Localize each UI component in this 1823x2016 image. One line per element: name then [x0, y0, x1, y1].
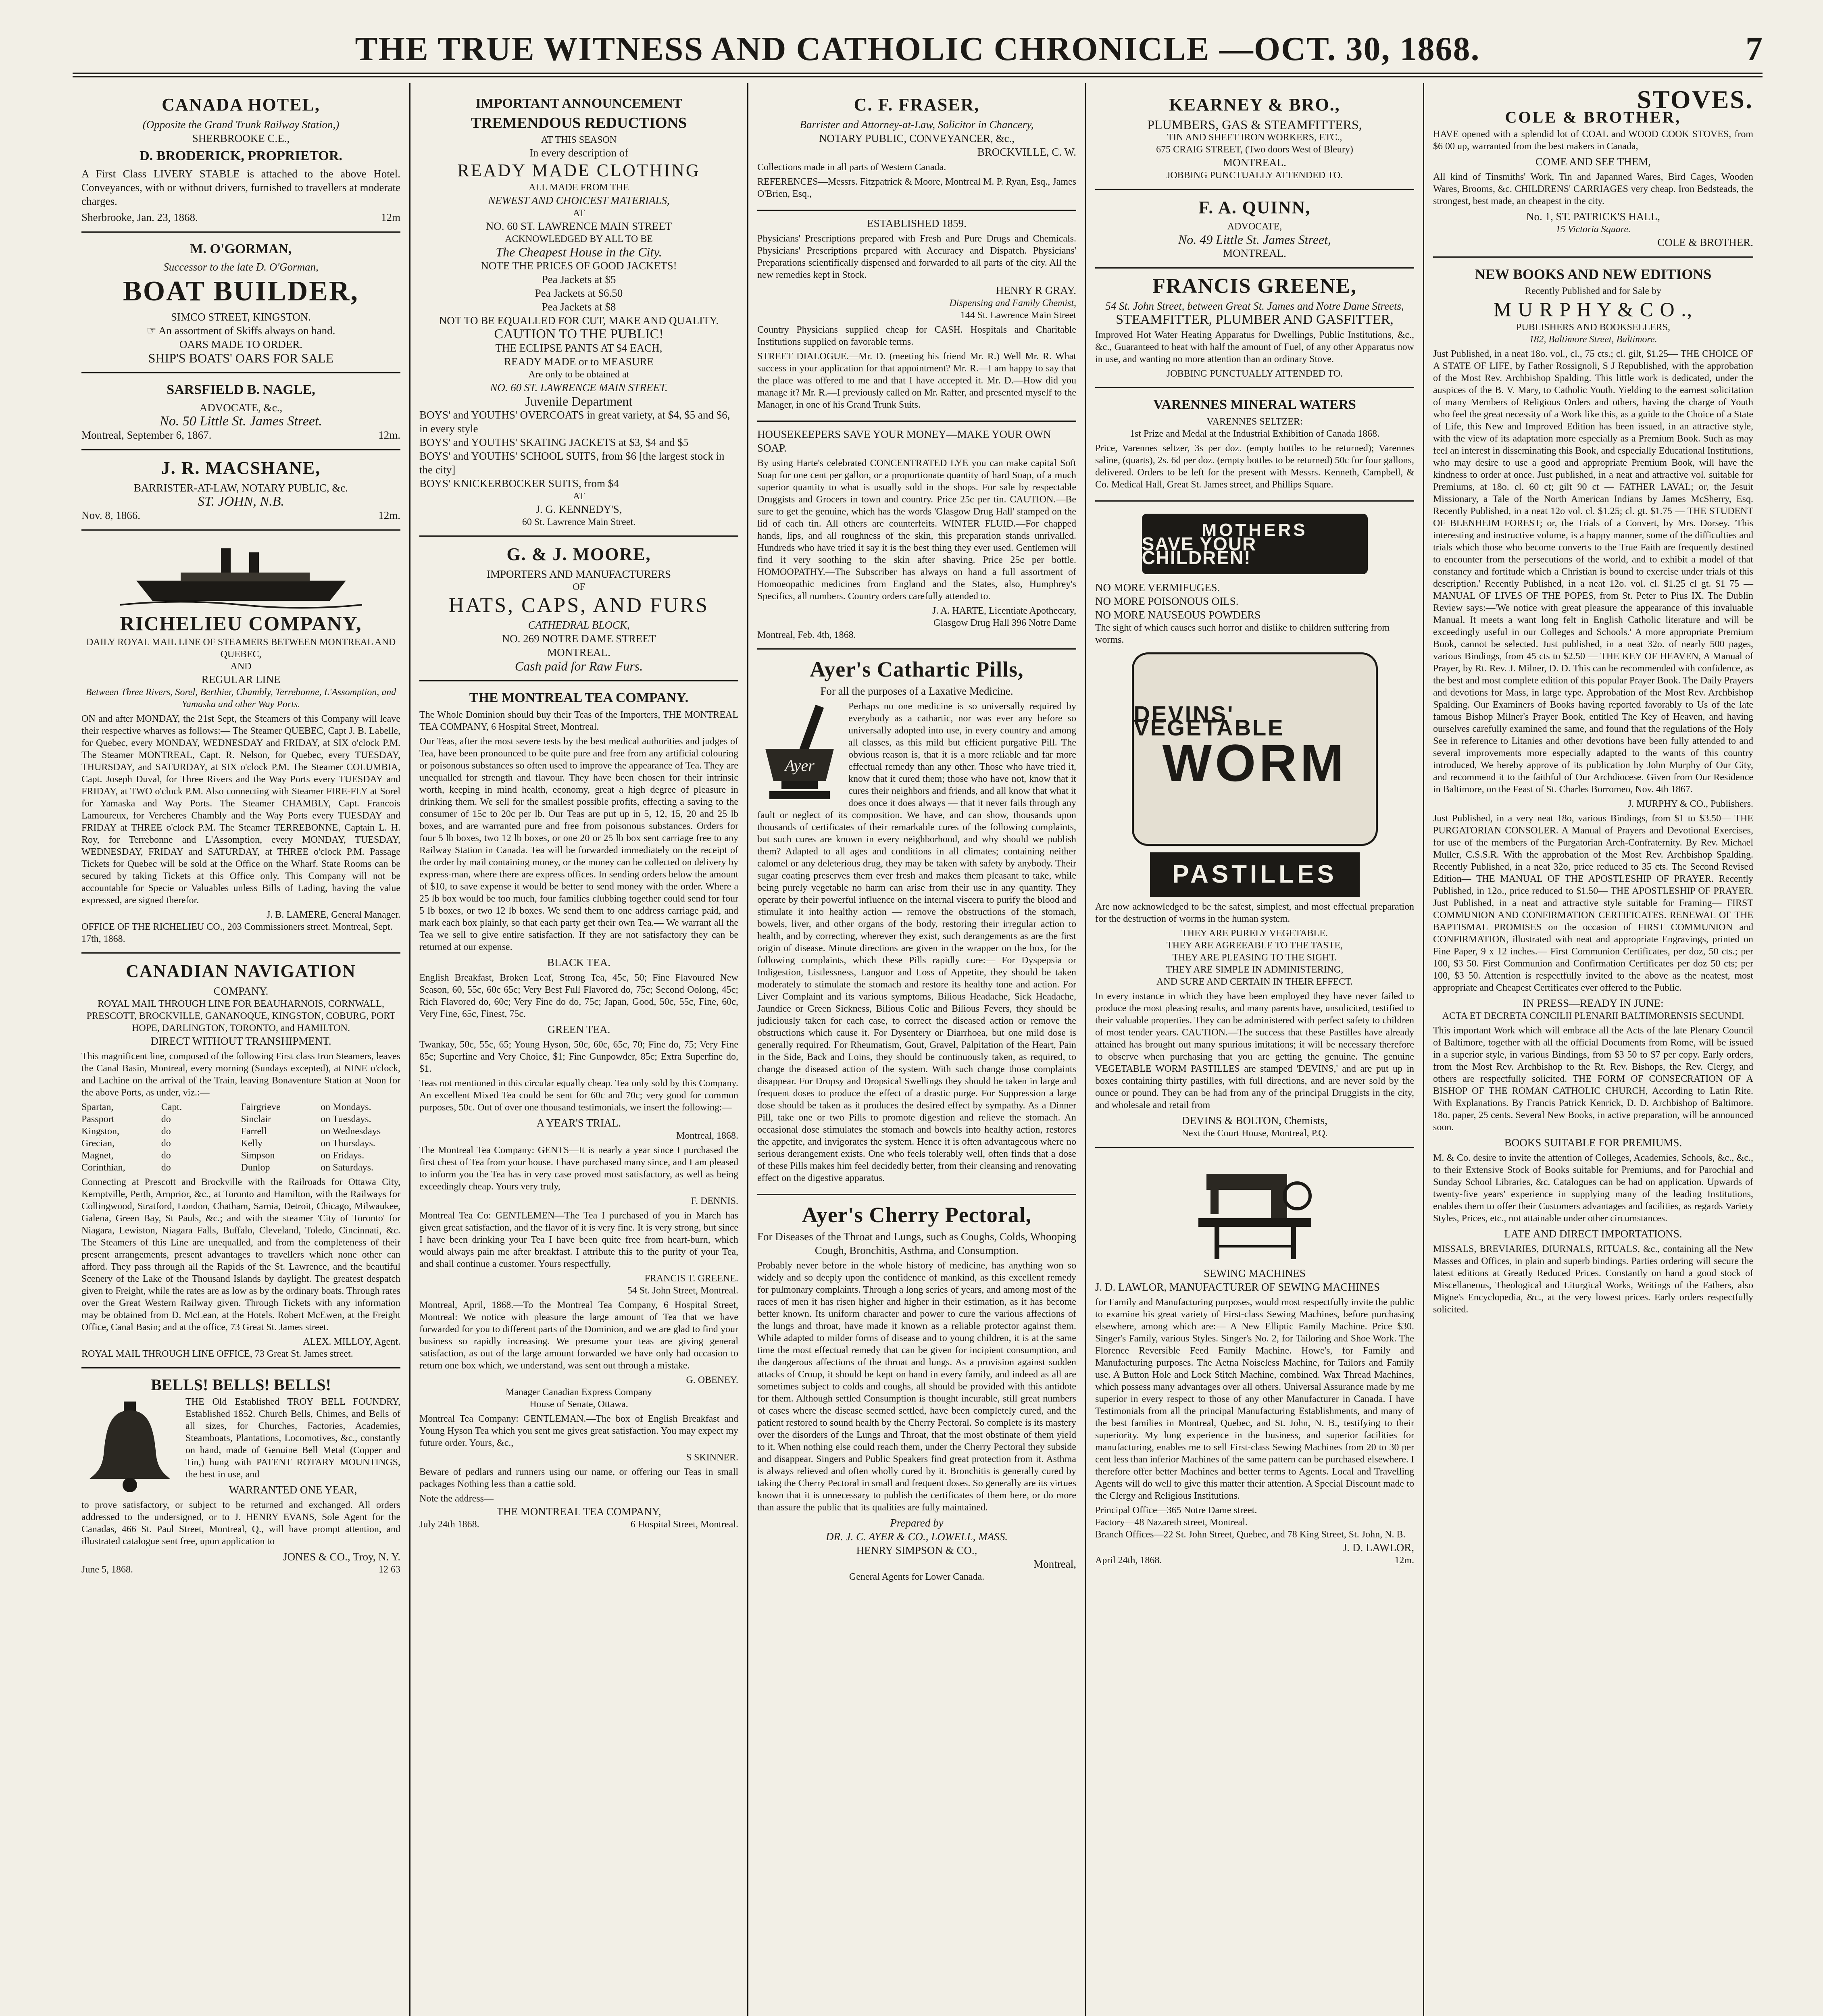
nagle-ad: SARSFIELD B. NAGLE, ADVOCATE, &c., No. 50 Little St. James Street. Montreal, September 6, 1867. 12m.: [81, 373, 400, 450]
greene-ad: FRANCIS GREENE, 54 St. John Street, between Great St. James and Notre Dame Streets, STEAMFITTER, PLUMBER AND GASFITTER, Improved Hot Water Heating Apparatus for Dwellings, Public Institutions, &c., &c., Guaranteed to heat with half the amount of Fuel, of any other Apparatus now in use, and wanting no more attention than an ordinary Stove. JOBBING PUNCTUALLY ATTENDED TO.: [1095, 269, 1414, 388]
canada-hotel-ad: CANADA HOTEL, (Opposite the Grand Trunk Railway Station,) SHERBROOKE C.E., D. BRODERICK, PROPRIETOR. A First Class LIVERY STABLE is attached to the above Hotel. Conveyances, with or without drivers, furnished to travellers at moderate charges. Sherbrooke, Jan. 23, 1868. 12m: [81, 87, 400, 233]
kearney-ad: KEARNEY & BRO., PLUMBERS, GAS & STEAMFITTERS, TIN AND SHEET IRON WORKERS, ETC., 675 CRAIG STREET, (Two doors West of Bleury) MONTREAL. JOBBING PUNCTUALLY ATTENDED TO.: [1095, 87, 1414, 190]
mortar-and-pestle-icon: [757, 700, 842, 805]
schedule-row: Corinthian, do Dunlop on Saturdays.: [81, 1162, 373, 1173]
murphy-books-ad: NEW BOOKS AND NEW EDITIONS Recently Published and for Sale by M U R P H Y & C O ., PUBLISHERS AND BOOKSELLERS, 182, Baltimore Street, Baltimore. Just Published, in a neat 18o. vol., cl., 75 cts.; cl. gilt, $1.25— THE CHOICE OF A STATE OF LIFE, by Father Rossignoli, S J Republished, with the approbation of the Most Rev. Archbishop Spalding. This little work is dedicated, under the auspices of the B. V. Mary, to Catholic Youth. Yielding to the earnest solicitation of many Members of Religious Orders and others, having the charge of Youth who feel the great necessity of a Work like this, as a guide to the Choice of a State of Life, this New and Improved Edition has been issued, in an attractive style, with the view of its adaptation more especially as a Premium Book. Such as may feel an interest in disseminating this Book, and especially Educational Institutions, who may desire to use a good and appropriate Premium Book, will have the kindness to order at once. Just published, in a neat and attractive vol. suitable for Premiums, at 18o. cl. 60 ct; gilt 90 ct — FATHER LAVAL; or, the Jesuit Missionary, a Tale of the North American Indians by James McSherry, Esq. Recently Published, in a neat 12o vol. cl. $1.25; cl. gt. $1.75 — THE STUDENT OF BLENHEIM FOREST; or, the Trials of a Convert, by Mrs. Dorsey. 'This interesting and instructive volume, is a happy manner, some of the difficulties and trials which those who become converts to the True Faith are frequently destined to encounter from the persecutions of the world, and to exhibit a model of that constancy and fortitude which a Christian is bound to exercise under trials of this description.' Recently Published, in a neat 12o. vol. cl. $1.25 cl gt. $1 75 — MANUAL OF LIVES OF THE POPES, from St. Peter to Pius IX. The Dublin Review says:—'We notice with great pleasure the appearance of this invaluable Manual. It meets a want long felt in English Catholic literature and will be exceedingly useful in our Colleges and Schools.' A more appropriate Premium Book, cannot be selected. Just published, in a neat 32o. of nearly 500 pages, various Bindings, from 45 cts to $2.50 — THE KEY OF HEAVEN, A Manual of Prayer, by Rt. Rev. J. Milner, D. D. This can be recommended with confidence, as the best and most complete edition of this popular Prayer Book. The Daily Prayers and devotions for Mass, in large type. Approbation of the Most Rev. Archbishop Spalding. Our Examiners of Books having reported favorably to Us of the late famous Bishop Milner's Prayer Book, entitled The Key of Heaven, and having ourselves carefully examined the same, and found that the regulations of the Holy See in reference to Litanies and other devotions have been fully attended to and several improvements more especially adapted to the wants of this country introduced, We hereby approve of its publication by John Murphy of Our City, and recommend it to the faithful of Our Archdiocese. Given from Our Residence in Baltimore, on the Feast of St. Charles Borromeo, Nov. 4th 1867. J. MURPHY & CO., Publishers. Just Published, in a very neat 18o, various Bindings, from $1 to $3.50— THE PURGATORIAN CONSOLER. A Manual of Prayers and Devotional Exercises, for use of the members of the Purgatorian Arch-Confraternity. By Rev. Michael Muller, C.S.S.R. With the approbation of the Most Rev. Archbishop Spalding. Recently Published, in a neat 32o, price reduced to 35 cts. The Second Revised Edition— THE MANUAL OF THE APOSTLESHIP OF PRAYER. Recently Published, in 12o., price reduced to $1.50— THE APOSTLESHIP OF PRAYER. Just Published, in a neat and attractive style suitable for Framing— FIRST COMMUNION AND CONFIRMATION CERTIFICATES. RENEWAL OF THE BAPTISMAL PROMISES on the occasion of FIRST COMMUNION and CONFIRMATION, illustrated with neat and appropriate Engravings, printed on Fine Paper, 9 x 12 inches.— First Communion Certificates, per doz, 50 cts.; per 100, $3 50. First Communion and Confirmation Certificates per doz 50 cts; per 100, $3 50. Attention is respectfully invited to the above as the neatest, most appropriate and Cheapest Certificates ever offered to the Public. IN PRESS—READY IN JUNE: ACTA ET DECRETA CONCILII PLENARII BALTIMORENSIS SECUNDI. This important Work which will embrace all the Acts of the late Plenary Council of Baltimore, together with all the official Documents from Rome, will be issued in a superior style, in various Bindings, from $3 50 to $7 per copy. Early orders, from the Most Rev. Archbishop to the Rt. Rev. Bishops, the Rev. Clergy, and others are respectfully solicited. THE FORM OF CONSECRATION OF A BISHOP OF THE ROMAN CATHOLIC CHURCH, According to Latin Rite. With Explanations. By Francis Patrick Kenrick, D. D. Archbishop of Baltimore. 18o. paper, 25 cents. Several New Books, in active preparation, will be announced soon. BOOKS SUITABLE FOR PREMIUMS. M. & Co. desire to invite the attention of Colleges, Academies, Schools, &c., &c., to their Extensive Stock of Books suitable for Premiums, and for Parochial and Sunday School Libraries, &c. Catalogues can be had on application. Upwards of twenty-five years' experience in supplying many of the leading Institutions, enables them to offer their Customers advantages and facilities, as regards Variety Styles, Prices, etc., not attainable under other circumstances. LATE AND DIRECT IMPORTATIONS. MISSALS, BREVIARIES, DIURNALS, RITUALS, &c., containing all the New Masses and Offices, in plain and superb bindings. Parties ordering will secure the latest editions at Greatly Reduced Prices. Constantly on hand a good stock of Miscellaneous, Theological and Liturgical Works, Writings of the Fathers, also Migne's Encyclopedia, &c., at the very lowest prices. Early orders respectfully solicited.: [1433, 266, 1753, 1315]
schedule-row: Passport do Sinclair on Tuesdays.: [81, 1114, 371, 1125]
macshane-ad: J. R. MACSHANE, BARRISTER-AT-LAW, NOTARY PUBLIC, &c. ST. JOHN, N.B. Nov. 8, 1866. 12m.: [81, 450, 400, 531]
steamer-schedule: [81, 1101, 400, 1174]
ad-title: FRANCIS GREENE,: [1152, 275, 1357, 298]
worm-logo: DEVINS' VEGETABLE WORM: [1132, 652, 1378, 846]
pastilles-banner: PASTILLES: [1150, 852, 1360, 897]
masthead: [73, 16, 1763, 77]
varennes-ad: VARENNES MINERAL WATERS VARENNES SELTZER: 1st Prize and Medal at the Industrial Exhibition of Canada 1868. Price, Varennes seltzer, 3s per doz. (empty bottles to be returned); Varennes saline, (quarts), 2s. 6d per doz. (empty bottles to be returned) 50c for four gallons, delivered. Orders to be left for the present with Messrs. Kenneth, Campbell, & Co. Medical Hall, Great St. James street, and Phillips Square.: [1095, 388, 1414, 502]
quinn-ad: F. A. QUINN, ADVOCATE, No. 49 Little St. James Street, MONTREAL.: [1095, 190, 1414, 269]
ad-title: THE MONTREAL TEA COMPANY.: [469, 690, 689, 705]
column-5: [1424, 83, 1762, 2016]
sewing-machine-icon: [1190, 1158, 1319, 1262]
mothers-banner: MOTHERS SAVE YOUR CHILDREN!: [1142, 514, 1368, 574]
ad-title: KEARNEY & BRO.,: [1169, 95, 1340, 115]
column-1: [73, 83, 410, 2016]
ayer-pills-ad: Ayer's Cathartic Pills, For all the purposes of a Laxative Medicine. Ayer Perhaps no one medicine is so universally required by everybody as a cathartic, nor was ever any before so universally adopted into use, in every country and among all classes, as this mild but efficient purgative Pill. The obvious reason is, that it is a more reliable and far more effectual remedy than any other. Those who have tried it, know that it cured them; those who have not, know that it cures their neighbors and friends, and all know that what it does once it does always — that it never fails through any fault or neglect of its composition. We have, and can show, thousands upon thousands of certificates of their remarkable cures of the following complaints, but such cures are known in every neighborhood, and why should we publish them? Adapted to all ages and conditions in all climates; containing neither calomel or any deleterious drug, they may be taken with safety by anybody. Their sugar coating preserves them ever fresh and makes them pleasant to take, while being purely vegetable no harm can arise from their use in any quantity. They operate by their powerful influence on the internal viscera to purify the blood and stimulate it into healthy action — remove the obstructions of the stomach, bowels, liver, and other organs of the body, restoring their irregular action to health, and by correcting, wherever they exist, such derangements as are the first origin of disease. Minute directions are given in the wrapper on the box, for the following complaints, which these Pills rapidly cure:— For Dyspepsia or Indigestion, Listlessness, Languor and Loss of Appetite, they should be taken moderately to stimulate the stomach and restore its healthy tone and action. For Liver Complaint and its various symptoms, Bilious Headache, Sick Headache, Jaundice or Green Sickness, Bilious Colic and Bilious Fevers, they should be judiciously taken for each case, to correct the diseased action or remove the obstructions which cause it. For Dysentery or Diarrhoea, but one mild dose is generally required. For Rheumatism, Gout, Gravel, Palpitation of the Heart, Pain in the Side, Back and Loins, they should be continuously taken, as required, to change the diseased action of the system. With such change those complaints disappear. For Dropsy and Dropsical Swellings they should be taken in large and frequent doses to produce the effect of a drastic purge. For Suppression a large dose should be taken as it produces the desired effect by sympathy. As a Dinner Pill, take one or two Pills to promote digestion and relieve the stomach. An occasional dose stimulates the stomach and bowels into healthy action, restores the appetite, and invigorates the system. Hence it is often advantageous where no serious derangement exists. One who feels tolerably well, often finds that a dose of these Pills makes him feel decidedly better, from their cleansing and renovating effect on the digestive apparatus.: [757, 650, 1076, 1195]
ad-title: SEWING MACHINES: [1204, 1267, 1306, 1279]
ayer-pectoral-ad: Ayer's Cherry Pectoral, For Diseases of the Throat and Lungs, such as Coughs, Colds, Whooping Cough, Bronchitis, Asthma, and Consumption. Probably never before in the whole history of medicine, has anything won so widely and so deeply upon the confidence of mankind, as this excellent remedy for pulmonary complaints. Through a long series of years, and among most of the races of men it has risen higher and higher in their estimation, as it has become better known. Its uniform character and power to cure the various affections of the lungs and throat, have made it known as a reliable protector against them. While adapted to milder forms of disease and to young children, it is at the same time the most effectual remedy that can be given for incipient consumption, and the dangerous affections of the throat and lungs. As a provision against sudden attacks of Croup, it should be kept on hand in every family, and indeed as all are sometimes subject to colds and coughs, all should be provided with this antidote for them. Although settled Consumption is thought incurable, still great numbers of cases where the disease seemed settled, have been completely cured, and the patient restored to sound health by the Cherry Pectoral. So complete is its mastery over the disorders of the Lungs and Throat, that the most obstinate of them yield to it. When nothing else could reach them, under the Cherry Pectoral they subside and disappear. Singers and Public Speakers find great protection from it. Asthma is always relieved and often wholly cured by it. Bronchitis is generally cured by taking the Cherry Pectoral in small and frequent doses. So generally are its virtues known that it is unnecessary to publish the certificates of them here, or do more than assure the public that its qualities are fully maintained. Prepared by DR. J. C. AYER & CO., LOWELL, MASS. HENRY SIMPSON & CO., Montreal, General Agents for Lower Canada.: [757, 1203, 1076, 1582]
schedule-row: Magnet, do Simpson on Fridays.: [81, 1150, 365, 1161]
canadian-navigation-ad: CANADIAN NAVIGATION COMPANY. ROYAL MAIL THROUGH LINE FOR BEAUHARNOIS, CORNWALL, PRESCOTT, BROCKVILLE, GANANOQUE, KINGSTON, COBURG, PORT HOPE, DARLINGTON, TORONTO, and HAMILTON. DIRECT WITHOUT TRANSHIPMENT. This magnificent line, composed of the following First class Iron Steamers, leaves the Canal Basin, Montreal, every morning (Sundays excepted), at NINE o'clock, and Lachine on the arrival of the Train, leaving Bonaventure Station at Noon for the above Ports, as under, viz.:— Spartan, Capt. Fairgrieve on Mondays. Passport do Sinclair on Tuesdays. Kingston, do Farrell on Wednesdays Grecian, do Kelly on Thursdays. Magnet, do Simpson on Fridays. Corinthian, do Dunlop on Saturdays. Connecting at Prescott and Brockville with the Railroads for Ottawa City, Kemptville, Perth, Arnprior, &c., at Toronto and Hamilton, with the Railways for Collingwood, Stratford, London, Chatham, Sarnia, Detroit, Chicago, Milwaukee, Galena, Green Bay, St Pauls, &c.; and with the steamer 'City of Toronto' for Niagara, Lewiston, Niagara Falls, Buffalo, Cleveland, Toledo, Cincinnati, &c. The Steamers of this Line are unequalled, and from the completeness of their present arrangements, present advantages to travellers which none other can afford. They pass through all the Rapids of the St. Lawrence, and the beautiful Scenery of the Lake of the Thousand Islands by daylight. The greatest despatch given to Freight, while the rates are as low as by the ordinary boats. Through rates over the Great Western Railway given. Through Tickets with any information may be obtained from D. McLean, at the Hotels. Robert McEwen, at the Freight Office, Canal Basin; and at the office, 73 Great St. James street. ALEX. MILLOY, Agent. ROYAL MAIL THROUGH LINE OFFICE, 73 Great St. James street.: [81, 954, 400, 1368]
masthead-date: —OCT. 30, 1868.: [1219, 30, 1480, 68]
ad-title: NEW BOOKS AND NEW EDITIONS: [1475, 266, 1712, 282]
schedule-row: Spartan, Capt. Fairgrieve on Mondays.: [81, 1102, 371, 1112]
fraser-ad: C. F. FRASER, Barrister and Attorney-at-Law, Solicitor in Chancery, NOTARY PUBLIC, CONVEYANCER, &c., BROCKVILLE, C. W. Collections made in all parts of Western Canada. REFERENCES—Messrs. Fitzpatrick & Moore, Montreal M. P. Ryan, Esq., James O'Brien, Esq.,: [757, 87, 1076, 211]
column-3: [748, 83, 1086, 2016]
gray-chemist-ad: ESTABLISHED 1859. Physicians' Prescriptions prepared with Fresh and Pure Drugs and Chemicals. Physicians' Prescriptions prepared with Accuracy and Dispatch. Physicians' Preparations scientifically dispensed and forwarded to all parts of the city. All the new remedies kept in Stock. HENRY R GRAY. Dispensing and Family Chemist, 144 St. Lawrence Main Street Country Physicians supplied cheap for CASH. Hospitals and Charitable Institutions supplied on favorable terms. STREET DIALOGUE.—Mr. D. (meeting his friend Mr. R.) Well Mr. R. What success in your application for that appointment? Mr. R.—I am happy to say that the place was offered to me and that I have accepted it. Mr. D.—How did you manage it? Mr. R.—I previously called on Mr. Rafter, and presented myself to the Manager, in one of his Grand Trunk Suits.: [757, 211, 1076, 422]
clothing-ad: IMPORTANT ANNOUNCEMENT TREMENDOUS REDUCTIONS AT THIS SEASON In every description of READY MADE CLOTHING ALL MADE FROM THE NEWEST AND CHOICEST MATERIALS, AT NO. 60 ST. LAWRENCE MAIN STREET ACKNOWLEDGED BY ALL TO BE The Cheapest House in the City. NOTE THE PRICES OF GOOD JACKETS! Pea Jackets at $5 Pea Jackets at $6.50 Pea Jackets at $8 NOT TO BE EQUALLED FOR CUT, MAKE AND QUALITY. CAUTION TO THE PUBLIC! THE ECLIPSE PANTS AT $4 EACH, READY MADE or to MEASURE Are only to be obtained at NO. 60 ST. LAWRENCE MAIN STREET. Juvenile Department BOYS' and YOUTHS' OVERCOATS in great variety, at $4, $5 and $6, in every style BOYS' and YOUTHS' SKATING JACKETS at $3, $4 and $5 BOYS' and YOUTHS' SCHOOL SUITS, from $6 [the largest stock in the city] BOYS' KNICKERBOCKER SUITS, from $4 AT J. G. KENNEDY'S, 60 St. Lawrence Main Street.: [419, 87, 738, 537]
page-number: 7: [1746, 30, 1763, 68]
ad-title: BOAT BUILDER,: [123, 276, 359, 307]
ad-title: BELLS! BELLS! BELLS!: [151, 1376, 331, 1394]
tea-company-ad: THE MONTREAL TEA COMPANY. The Whole Dominion should buy their Teas of the Importers, THE MONTREAL TEA COMPANY, 6 Hospital Street, Montreal. Our Teas, after the most severe tests by the best medical authorities and judges of Tea, have been pronounced to be quite pure and free from any artificial colouring or poisonous substances so often used to improve the appearance of Tea. They are unequalled for strength and flavour. They have been chosen for their intrinsic worth, keeping in mind health, economy, great a high degree of pleasure in drinking them. We sell for the smallest possible profits, effecting a saving to the consumer of 15c to 20c per lb. Our Teas are put up in 5, 12, 15, 20 and 25 lb boxes, and are warranted pure and free from poisonous substances. Orders for four 5 lb boxes, two 12 lb boxes, or one 20 or 25 lb box sent carriage free to any Railway Station in Canada. Tea will be forwarded immediately on the receipt of the order by mail containing money, or the money can be collected on delivery by express-man, where there are express offices. In sending orders below the amount of $10, to save expense it would be better to send money with the order. Where a 25 lb box would be too much, four families clubbing together could send for four 5 lb boxes, or two 12 lb boxes. We send them to one address carriage paid, and mark each box plainly, so that each party get their own Tea.— We warrant all the Tea we sell to give entire satisfaction. If they are not satisfactory they can be returned at our expense. BLACK TEA. English Breakfast, Broken Leaf, Strong Tea, 45c, 50; Fine Flavoured New Season, 60, 55c, 60c 65c; Very Best Full Flavored do, 75c; Second Oolong, 45c; Rich Flavored do, 60c; Very Fine do do, 75c; Japan, Good, 50c, 55c, Fine, 60c, Very Fine, 65c, Finest, 75c. GREEN TEA. Twankay, 50c, 55c, 65; Young Hyson, 50c, 60c, 65c, 70; Fine do, 75; Very Fine 85c; Superfine and Very Choice, $1; Fine Gunpowder, 85c; Extra Superfine do, $1. Teas not mentioned in this circular equally cheap. Tea only sold by this Company. An excellent Mixed Tea could be sent for 60c and 70c; very good for common purposes, 50c. Out of over one thousand testimonials, we insert the following:— A YEAR'S TRIAL. Montreal, 1868. The Montreal Tea Company: GENTS—It is nearly a year since I purchased the first chest of Tea from your house. I have purchased many since, and I am pleased to inform you the Tea has in very case proved most satisfactory, as well as being exceedingly cheap. Yours very truly, F. DENNIS. Montreal Tea Co: GENTLEMEN—The Tea I purchased of you in March has given great satisfaction, and the flavor of it is very fine. It is very strong, but since I have been drinking your Tea I have been quite free from heart-burn, which would always pain me after breakfast. I attribute this to the purity of your Tea, and shall continue a customer. Yours respectfully, FRANCIS T. GREENE. 54 St. John Street, Montreal. Montreal, April, 1868.—To the Montreal Tea Company, 6 Hospital Street, Montreal: We notice with pleasure the large amount of Tea that we have forwarded for you to different parts of the Dominion, and we are glad to find your business so rapidly increasing. We presume your teas are giving general satisfaction, as out of the large amount forwarded we have only had occasion to return one box which, we understand, was sent out through a mistake. G. OBENEY. Manager Canadian Express Company House of Senate, Ottawa. Montreal Tea Company: GENTLEMAN.—The box of English Breakfast and Young Hyson Tea which you sent me gives great satisfaction. You may expect my future order. Yours, &c., S SKINNER. Beware of pedlars and runners using our name, or offering our Teas in small packages Nothing less than a cattie sold. Note the address— THE MONTREAL TEA COMPANY, July 24th 1868. 6 Hospital Street, Montreal.: [419, 690, 738, 1530]
ad-title: C. F. FRASER,: [854, 95, 980, 115]
ad-title: Ayer's Cathartic Pills,: [810, 657, 1024, 681]
ad-title: CANADA HOTEL,: [162, 95, 320, 115]
bell-icon: [81, 1398, 178, 1495]
boat-builder-ad: M. O'GORMAN, Successor to the late D. O'Gorman, BOAT BUILDER, SIMCO STREET, KINGSTON. ☞ An assortment of Skiffs always on hand. OARS MADE TO ORDER. SHIP'S BOATS' OARS FOR SALE: [81, 233, 400, 373]
svg-text:Ayer: Ayer: [785, 756, 815, 775]
schedule-row: Grecian, do Kelly on Thursdays.: [81, 1138, 375, 1149]
ad-title: IMPORTANT ANNOUNCEMENT: [475, 96, 682, 111]
sewing-machines-ad: SEWING MACHINES J. D. LAWLOR, MANUFACTURER OF SEWING MACHINES for Family and Manufacturing purposes, would most respectfully invite the public to examine his great variety of First-class Sewing Machines, before purchasing elsewhere, among which are:— A New Elliptic Family Machine. Price $30. Singer's Family, various Styles. Singer's No. 2, for Tailoring and Shoe Work. The Florence Reversible Feed Family Machine. Howe's, for Family and Manufacturing purposes. The Aetna Noiseless Machine, for Tailors and Family use. A Button Hole and Lock Stitch Machine, combined. Wax Thread Machines, which possess many advantages over all others. Universal Assurance made by me superior in every respect to those of any other Manufacturer in Canada. I have Testimonials from all the principal Manufacturing Establishments, and many of the best families in Montreal, Quebec, and St. John, N. B., testifying to their superiority. My long experience in the business, and superior facilities for manufacturing, enables me to sell First-class Sewing Machines from 20 to 30 per cent less than inferior Machines of the same pattern can be purchased elsewhere. I therefore offer better Machines and better terms to Agents. Local and Travelling Agents will do well to give this matter their attention. A Special Discount made to the Clergy and Religious Institutions. Principal Office—365 Notre Dame street. Factory—48 Nazareth street, Montreal. Branch Offices—22 St. John Street, Quebec, and 78 King Street, St. John, N. B. J. D. LAWLOR, April 24th, 1868. 12m.: [1095, 1148, 1414, 1574]
devins-worm-ad: MOTHERS SAVE YOUR CHILDREN! NO MORE VERMIFUGES. NO MORE POISONOUS OILS. NO MORE NAUSEOUS POWDERS The sight of which causes such horror and dislike to children suffering from worms. DEVINS' VEGETABLE WORM PASTILLES Are now acknowledged to be the safest, simplest, and most effectual preparation for the destruction of worms in the human system. THEY ARE PURELY VEGETABLE. THEY ARE AGREEABLE TO THE TASTE, THEY ARE PLEASING TO THE SIGHT. THEY ARE SIMPLE IN ADMINISTERING, AND SURE AND CERTAIN IN THEIR EFFECT. In every instance in which they have been employed they have never failed to produce the most pleasing results, and many parents have, unsolicited, testified to their valuable properties. They can be administered with perfect safety to children of most tender years. CAUTION.—The success that these Pastilles have already attained has brought out many spurious imitations; it will be necessary therefore to observe when purchasing that you are getting the genuine. The genuine VEGETABLE WORM PASTILLES are stamped 'DEVINS,' and are put up in boxes containing thirty pastilles, with full directions, and are never sold by the ounce or pound. They can be had from any of the principal Druggists in the city, and wholesale and retail from DEVINS & BOLTON, Chemists, Next the Court House, Montreal, P.Q.: [1095, 502, 1414, 1148]
column-4: [1086, 83, 1424, 2016]
moore-ad: G. & J. MOORE, IMPORTERS AND MANUFACTURERS OF HATS, CAPS, AND FURS CATHEDRAL BLOCK, NO. 269 NOTRE DAME STREET MONTREAL. Cash paid for Raw Furs.: [419, 537, 738, 681]
ad-title: VARENNES MINERAL WATERS: [1153, 397, 1356, 412]
richelieu-ad: RICHELIEU COMPANY, DAILY ROYAL MAIL LINE OF STEAMERS BETWEEN MONTREAL AND QUEBEC, AND REGULAR LINE Between Three Rivers, Sorel, Berthier, Chambly, Terrebonne, L'Assomption, and Yamaska and other Way Ports. ON and after MONDAY, the 21st Sept, the Steamers of this Company will leave their respective wharves as follows:— The Steamer QUEBEC, Capt J. B. Labelle, for Quebec, every MONDAY, WEDNESDAY and FRIDAY, at SIX o'clock P.M. The Steamer MONTREAL, Capt. R. Nelson, for Quebec, every TUESDAY, THURSDAY, and SATURDAY, at SIX o'clock P.M. The Steamer COLUMBIA, Capt. Joseph Duval, for Three Rivers and the Way Ports every TUESDAY and FRIDAY, at TWO o'clock P.M. Also connecting with Steamer FIRE-FLY at Sorel for Yamaska and Way Ports. The Steamer CHAMBLY, Capt. Francois Lamoureux, for Vercheres Chambly and the Way Ports every TUESDAY and FRIDAY at THREE o'clock P.M. The Steamer TERREBONNE, Captain L. H. Roy, for Terrebonne and L'Assomption, every MONDAY, TUESDAY, WEDNESDAY, FRIDAY and SATURDAY, at THREE o'clock P.M. Passage Tickets for Quebec will be sold at the Office on the Wharf. State Rooms can be secured by taking Tickets at this Office only. This Company will not be accountable for Specie or Valuables unless Bills of Lading, having the value expressed, are signed therefor. J. B. LAMERE, General Manager. OFFICE OF THE RICHELIEU CO., 203 Commissioners street. Montreal, Sept. 17th, 1868.: [81, 531, 400, 954]
harte-ad: HOUSEKEEPERS SAVE YOUR MONEY—MAKE YOUR OWN SOAP. By using Harte's celebrated CONCENTRATED LYE you can make capital Soft Soap for one cent per gallon, or a proportionate quantity of hard Soap, of a much superior quantity to what is usually sold in the shops. For sale by respectable Druggists and Grocers in town and country. Price 25c per tin. CAUTION.—Be sure to get the genuine, which has the words 'Glasgow Drug Hall' stamped on the lid of each tin. All others are counterfeits. WINTER FLUID.—For chapped hands, lips, and all roughness of the skin, this preparation stands unrivalled. Hundreds who have tried it say it is the best thing they ever used. Gentlemen will find it very soothing to the skin after shaving. Price 25c per bottle. HOMOOPATHY.—The Subscriber has always on hand a full assortment of Homoeopathic medicines from England and the States, also, Humphrey's Specifics, all numbers. Country orders carefully attended to. J. A. HARTE, Licentiate Apothecary, Glasgow Drug Hall 396 Notre Dame Montreal, Feb. 4th, 1868.: [757, 422, 1076, 650]
ad-title: G. & J. MOORE,: [506, 544, 651, 564]
stoves-ad: STOVES. COLE & BROTHER, HAVE opened with a splendid lot of COAL and WOOD COOK STOVES, from $6 00 up, warranted from the best makers in Canada, COME AND SEE THEM, All kind of Tinsmiths' Work, Tin and Japanned Wares, Bird Cages, Wooden Wares, Brooms, &c. CHILDRENS' CARRIAGES very cheap. Iron Bedsteads, the strongest, best made, an cheapest in the city. No. 1, ST. PATRICK'S HALL, 15 Victoria Square. COLE & BROTHER.: [1433, 87, 1753, 258]
columns: [73, 83, 1763, 2016]
ad-title: CANADIAN NAVIGATION: [126, 961, 356, 981]
ad-title: Ayer's Cherry Pectoral,: [802, 1203, 1032, 1227]
ad-title: STOVES.: [1637, 85, 1753, 114]
bells-ad: BELLS! BELLS! BELLS! THE Old Established TROY BELL FOUNDRY, Established 1852. Church Bells, Chimes, and Bells of all sizes, for Churches, Factories, Academies, Steamboats, Plantations, Locomotives, &c., constantly on hand, made of Genuine Bell Metal (Copper and Tin,) hung with PATENT ROTARY MOUNTINGS, the best in use, and WARRANTED ONE YEAR, to prove satisfactory, or subject to be returned and exchanged. All orders addressed to the undersigned, or to J. HENRY EVANS, Sole Agent for the Canadas, 466 St. Paul Street, Montreal, Q., will have prompt attention, and illustrated catalogue sent free, upon application to JONES & CO., Troy, N. Y. June 5, 1868. 12 63: [81, 1376, 400, 1575]
hand-pointer-icon: ☞ An assortment of Skiffs always on hand.: [146, 325, 335, 337]
column-2: [410, 83, 748, 2016]
schedule-row: Kingston, do Farrell on Wednesdays: [81, 1126, 381, 1137]
masthead-title: THE TRUE WITNESS AND CATHOLIC CHRONICLE —OCT. 30, 1868.: [355, 30, 1480, 68]
ad-title: RICHELIEU COMPANY,: [120, 612, 362, 635]
steamship-icon: [120, 540, 362, 609]
